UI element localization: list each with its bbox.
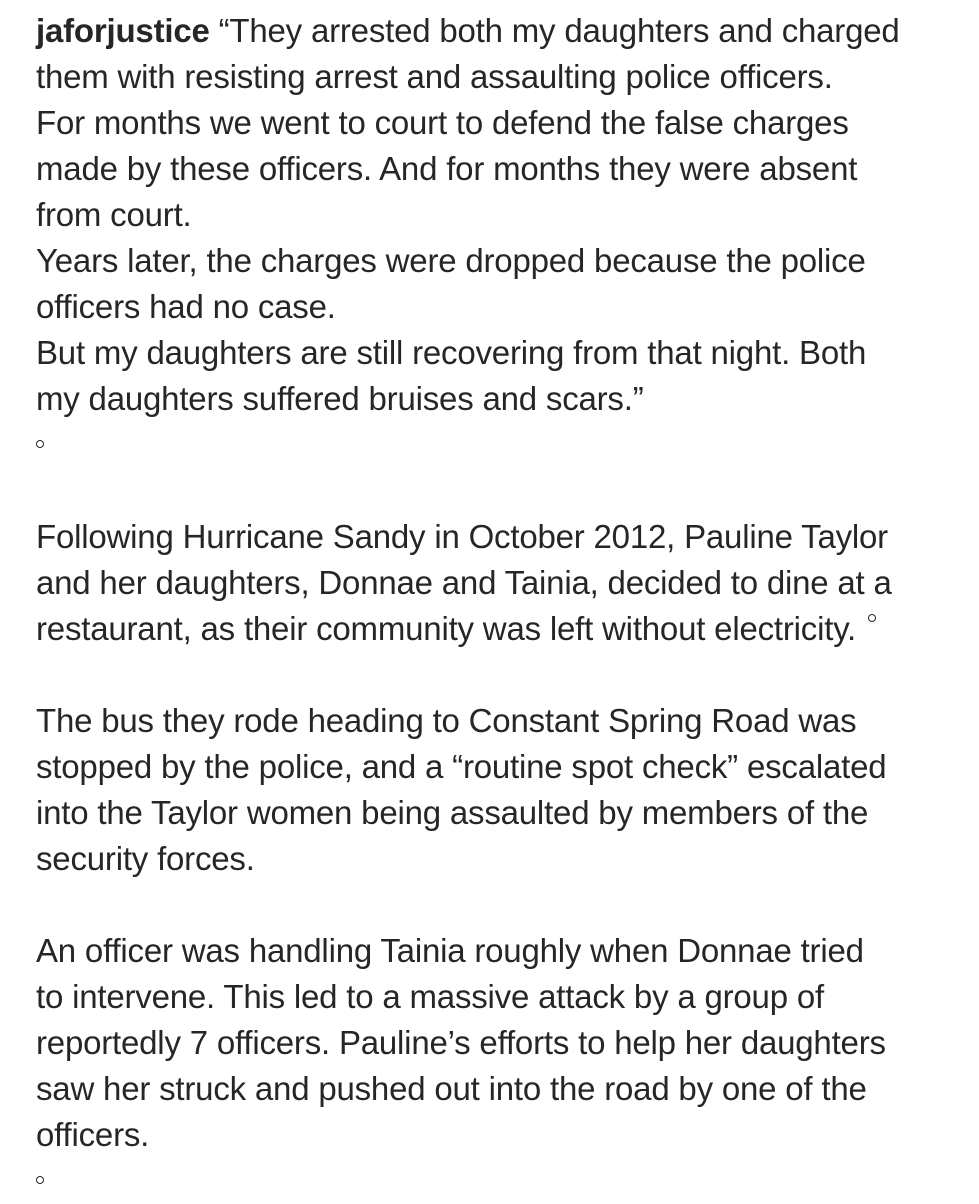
- caption-line: Years later, the charges were dropped because the police: [36, 242, 866, 279]
- separator-dot-icon: [36, 1176, 44, 1184]
- caption-line: [36, 8, 956, 54]
- caption-line: from court.: [36, 196, 192, 233]
- post-caption: [36, 8, 956, 1204]
- caption-line: Following Hurricane Sandy in October 2012, Pauline Taylor: [36, 518, 888, 555]
- caption-line: officers.: [36, 1116, 150, 1153]
- paragraph-gap: [36, 468, 956, 514]
- caption-line: reportedly 7 officers. Pauline’s efforts to help her daughters: [36, 1024, 886, 1061]
- caption-line: An officer was handling Tainia roughly when Donnae tried: [36, 932, 864, 969]
- caption-line: The bus they rode heading to Constant Spring Road was: [36, 702, 857, 739]
- caption-line: to intervene. This led to a massive attack by a group of: [36, 978, 824, 1015]
- caption-line: and her daughters, Donnae and Tainia, decided to dine at a: [36, 564, 892, 601]
- caption-line: them with resisting arrest and assaulting police officers.: [36, 58, 833, 95]
- dot-separator: [36, 1158, 956, 1204]
- caption-line: saw her struck and pushed out into the road by one of the: [36, 1070, 867, 1107]
- paragraph-gap: [36, 652, 956, 698]
- caption-text: “They arrested both my daughters and charged: [218, 12, 900, 49]
- username-link[interactable]: jaforjustice: [36, 12, 210, 49]
- dot-separator: [36, 422, 956, 468]
- paragraph-gap: [36, 882, 956, 928]
- caption-line: security forces.: [36, 840, 255, 877]
- caption-line: But my daughters are still recovering from that night. Both: [36, 334, 867, 371]
- caption-line: officers had no case.: [36, 288, 336, 325]
- caption-line: [36, 606, 956, 652]
- caption-line: into the Taylor women being assaulted by members of the: [36, 794, 869, 831]
- caption-line: my daughters suffered bruises and scars.”: [36, 380, 644, 417]
- caption-text: restaurant, as their community was left without electricity.: [36, 610, 857, 647]
- caption-line: stopped by the police, and a “routine spot check” escalated: [36, 748, 887, 785]
- separator-dot-icon: [36, 440, 44, 448]
- separator-dot-icon: [868, 614, 876, 622]
- caption-line: For months we went to court to defend the false charges: [36, 104, 849, 141]
- caption-line: made by these officers. And for months they were absent: [36, 150, 858, 187]
